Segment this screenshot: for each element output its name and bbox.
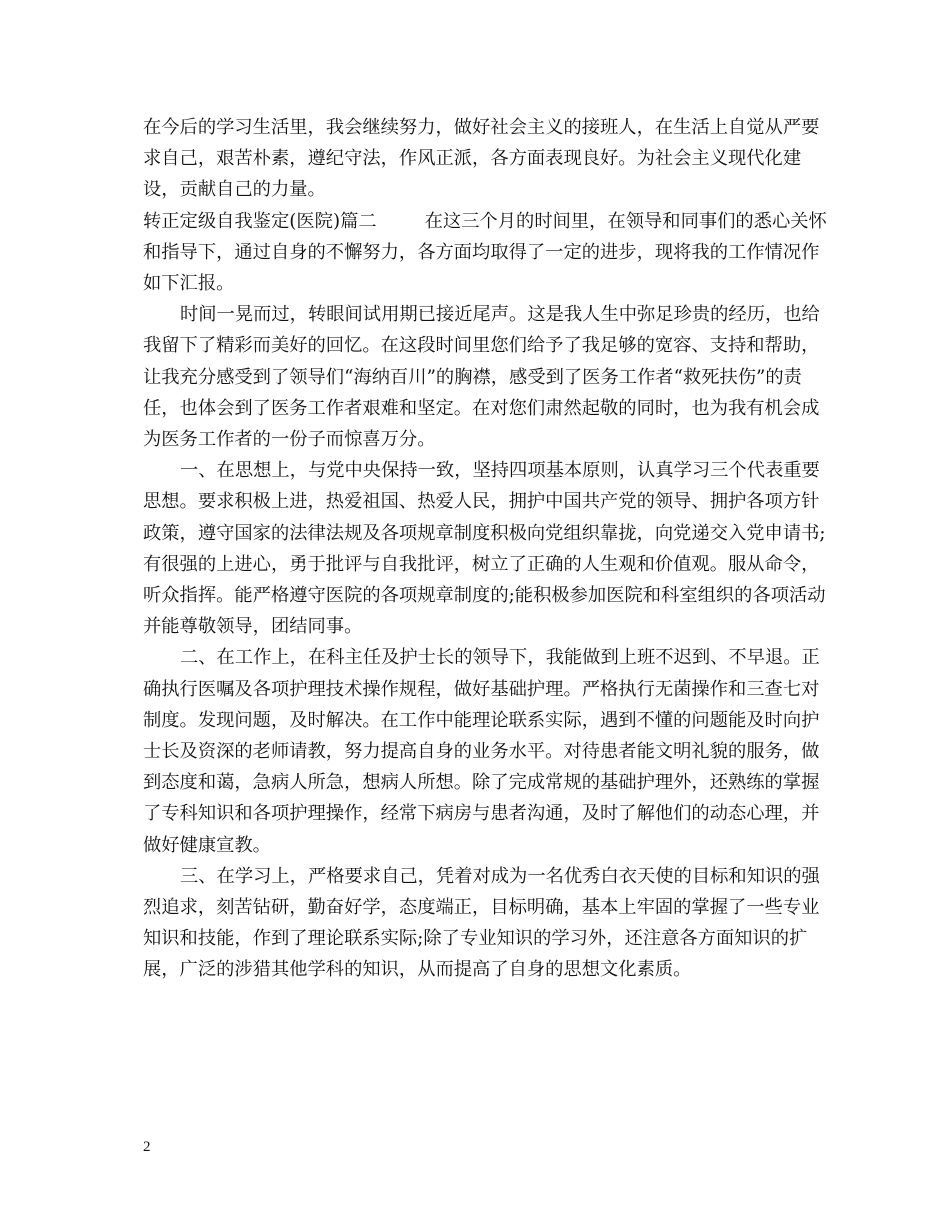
section-heading: 转正定级自我鉴定(医院)篇二 xyxy=(143,210,377,232)
paragraph-intro: 在这三个月的时间里，在领导和同事们的悉心关怀和指导下，通过自身的不懈努力，各方面均取得了一定的进步，现将我的工作情况作如下汇报。 xyxy=(143,210,827,295)
paragraph-thought: 一、在思想上，与党中央保持一致，坚持四项基本原则，认真学习三个代表重要思想。要求积极上进，热爱祖国、热爱人民，拥护中国共产党的领导、拥护各项方针政策，遵守国家的法律法规及各项规章制度积极向党组织靠拢，向党递交入党申请书;有很强的上进心，勇于批评与自我批评，树立了正确的人生观和价值观。服从命令，听众指挥。能严格遵守医院的各项规章制度的;能积极参加医院和科室组织的各项活动并能尊敬领导，团结同事。 xyxy=(143,460,826,638)
page-number: 2 xyxy=(143,1139,151,1155)
paragraph-closing: 在今后的学习生活里，我会继续努力，做好社会主义的接班人，在生活上自觉从严要求自己，艰苦朴素，遵纪守法，作风正派，各方面表现良好。为社会主义现代化建设，贡献自己的力量。 xyxy=(143,117,820,201)
paragraph-reflection: 时间一晃而过，转眼间试用期已接近尾声。这是我人生中弥足珍贵的经历，也给我留下了精彩而美好的回忆。在这段时间里您们给予了我足够的宽容、支持和帮助，让我充分感受到了领导们“海纳百川”的胸襟，感受到了医务工作者“救死扶伤”的责任，也体会到了医务工作者艰难和坚定。在对您们肃然起敬的同时，也为我有机会成为医务工作者的一份子而惊喜万分。 xyxy=(143,304,820,451)
section-intro xyxy=(143,206,833,300)
paragraph-work: 二、在工作上，在科主任及护士长的领导下，我能做到上班不迟到、不早退。正确执行医嘱及各项护理技术操作规程，做好基础护理。严格执行无菌操作和三查七对制度。发现问题，及时解决。在工作中能理论联系实际，遇到不懂的问题能及时向护士长及资深的老师请教，努力提高自身的业务水平。对待患者能文明礼貌的服务，做到态度和蔼，急病人所急，想病人所想。除了完成常规的基础护理外，还熟练的掌握了专科知识和各项护理操作，经常下病房与患者沟通，及时了解他们的动态心理，并做好健康宣教。 xyxy=(143,647,820,856)
document-body xyxy=(143,112,833,986)
paragraph-study: 三、在学习上，严格要求自己，凭着对成为一名优秀白衣天使的目标和知识的强烈追求，刻苦钻研，勤奋好学，态度端正，目标明确，基本上牢固的掌握了一些专业知识和技能，作到了理论联系实际;除了专业知识的学习外，还注意各方面知识的扩展，广泛的涉猎其他学科的知识，从而提高了自身的思想文化素质。 xyxy=(143,865,820,981)
